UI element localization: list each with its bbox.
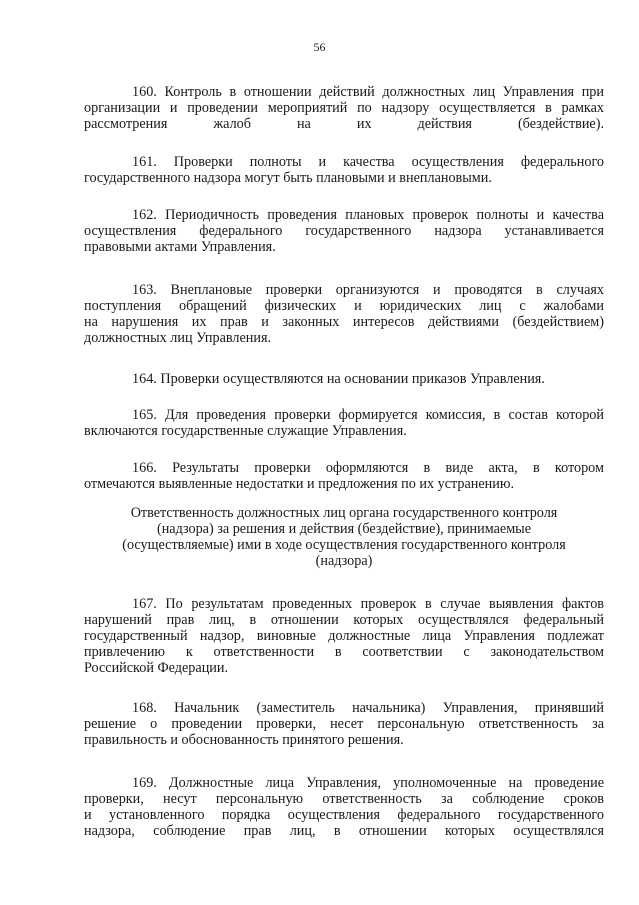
paragraph-168 bbox=[84, 700, 604, 748]
paragraph-line: 169. Должностные лица Управления, уполномоченные на проведение bbox=[132, 775, 604, 791]
paragraph-line: 164. Проверки осуществляются на основании приказов Управления. bbox=[132, 371, 545, 387]
paragraph-163 bbox=[84, 282, 604, 346]
paragraph-line: на нарушения их прав и законных интересов действиями (бездействием) bbox=[84, 314, 604, 330]
paragraph-line: должностных лиц Управления. bbox=[84, 330, 272, 346]
paragraph-line: Российской Федерации. bbox=[84, 660, 229, 676]
paragraph-line: 167. По результатам проведенных проверок в случае выявления фактов bbox=[132, 596, 604, 612]
paragraph-line: и установленного порядка осуществления федерального государственного bbox=[84, 807, 604, 823]
paragraph-line: 166. Результаты проверки оформляются в виде акта, в котором bbox=[132, 460, 604, 476]
heading-line: (надзора) bbox=[315, 553, 373, 569]
paragraph-line: нарушений прав лиц, в отношении которых осуществлялся федеральный bbox=[84, 612, 604, 628]
paragraph-line: правовыми актами Управления. bbox=[84, 239, 276, 255]
paragraph-166 bbox=[84, 460, 604, 492]
paragraph-line: правильность и обоснованность принятого решения. bbox=[84, 732, 404, 748]
paragraph-167 bbox=[84, 596, 604, 676]
paragraph-line: 163. Внеплановые проверки организуются и проводятся в случаях bbox=[132, 282, 604, 298]
paragraph-line: 165. Для проведения проверки формируется комиссия, в состав которой bbox=[132, 407, 604, 423]
paragraph-161 bbox=[84, 154, 604, 186]
paragraph-169 bbox=[84, 775, 604, 839]
heading-line: (надзора) за решения и действия (бездействие), принимаемые bbox=[156, 521, 532, 537]
paragraph-line: организации и проведении мероприятий по надзору осуществляется в рамках bbox=[84, 100, 604, 116]
paragraph-line: государственный надзор, виновные должностные лица Управления подлежат bbox=[84, 628, 604, 644]
paragraph-line: проверки, несут персональную ответственность за соблюдение сроков bbox=[84, 791, 604, 807]
paragraph-line: 160. Контроль в отношении действий должностных лиц Управления при bbox=[132, 84, 604, 100]
paragraph-line: рассмотрения жалоб на их действия (бездействие). bbox=[84, 116, 604, 132]
heading-line: Ответственность должностных лиц органа государственного контроля bbox=[130, 505, 558, 521]
paragraph-line: государственного надзора могут быть плановыми и внеплановыми. bbox=[84, 170, 492, 186]
paragraph-160 bbox=[84, 84, 604, 132]
section-heading bbox=[84, 505, 604, 569]
heading-line: (осуществляемые) ими в ходе осуществления государственного контроля bbox=[122, 537, 566, 553]
paragraph-line: решение о проведении проверки, несет персональную ответственность за bbox=[84, 716, 604, 732]
paragraph-164 bbox=[84, 371, 604, 387]
paragraph-line: осуществления федерального государственного надзора устанавливается bbox=[84, 223, 604, 239]
paragraph-162 bbox=[84, 207, 604, 255]
paragraph-line: 168. Начальник (заместитель начальника) Управления, принявший bbox=[132, 700, 604, 716]
paragraph-line: 162. Периодичность проведения плановых проверок полноты и качества bbox=[132, 207, 604, 223]
paragraph-line: отмечаются выявленные недостатки и предложения по их устранению. bbox=[84, 476, 515, 492]
page-number: 56 bbox=[313, 40, 326, 54]
paragraph-line: 161. Проверки полноты и качества осуществления федерального bbox=[132, 154, 604, 170]
paragraph-line: включаются государственные служащие Управления. bbox=[84, 423, 407, 439]
paragraph-line: привлечению к ответственности в соответствии с законодательством bbox=[84, 644, 604, 660]
paragraph-line: поступления обращений физических и юридических лиц с жалобами bbox=[84, 298, 604, 314]
paragraph-line: надзора, соблюдение прав лиц, в отношении которых осуществлялся bbox=[84, 823, 604, 839]
paragraph-165 bbox=[84, 407, 604, 439]
